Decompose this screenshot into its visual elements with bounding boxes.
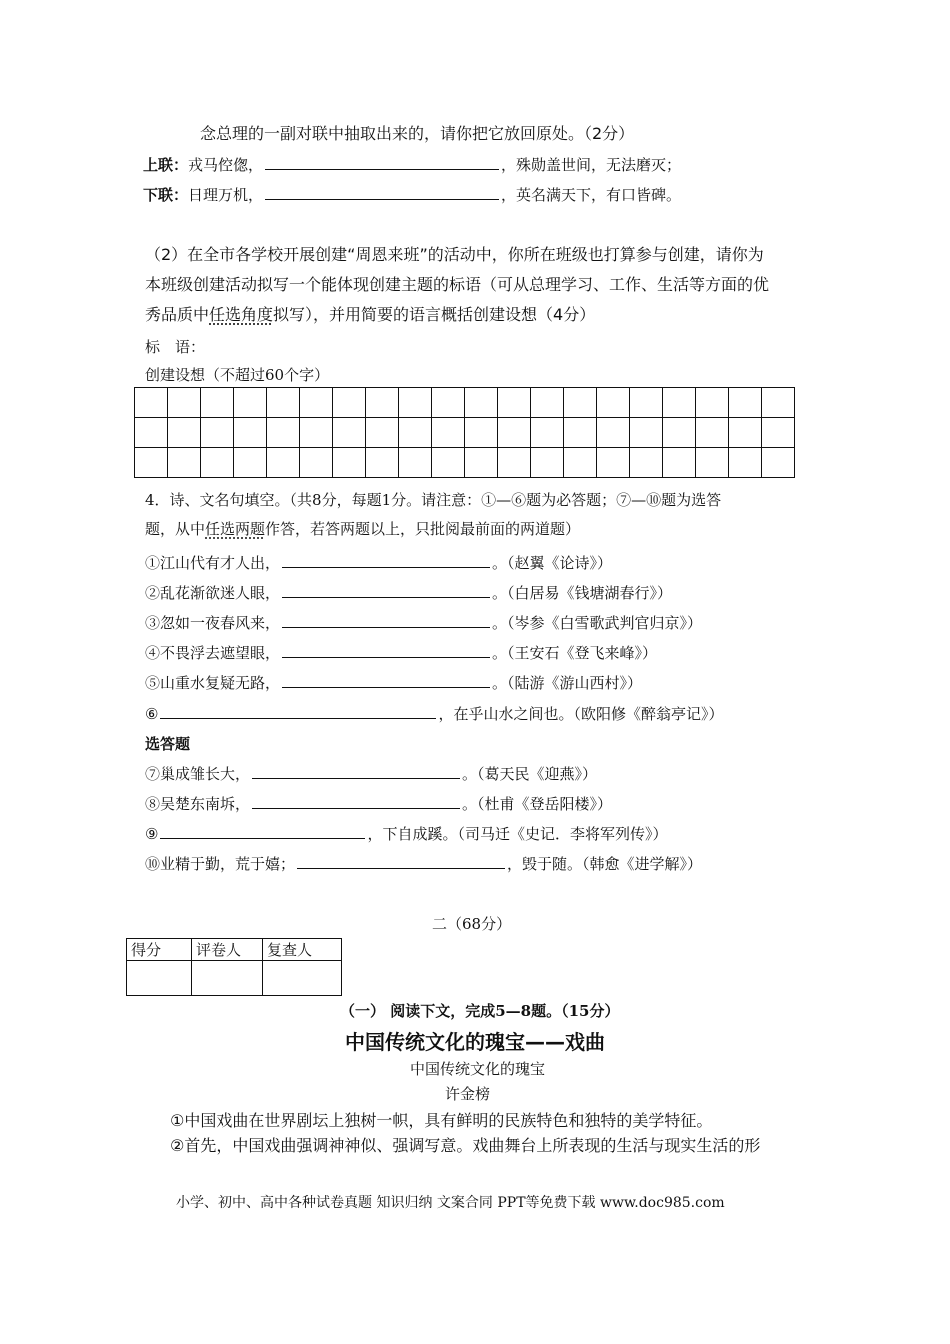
q4-item-end: 。（王安石《登飞来峰》） bbox=[492, 644, 658, 662]
q4-optional-10 bbox=[145, 852, 702, 874]
upper-end: ，殊勋盖世间，无法磨灭； bbox=[501, 156, 682, 174]
slogan-label: 标 语： bbox=[145, 338, 206, 356]
grid-row bbox=[135, 448, 795, 478]
answer-blank[interactable] bbox=[160, 702, 436, 719]
score-header-row bbox=[127, 939, 342, 961]
q3-2-line3-a: 秀品质中 bbox=[145, 305, 210, 324]
q4-item-start: ①江山代有才人出， bbox=[145, 554, 281, 572]
q4-item-start: ⑦巢成雏长大， bbox=[145, 765, 251, 783]
answer-blank[interactable] bbox=[297, 852, 505, 869]
q4-item-end: ，下自成蹊。（司马迁《史记．李将军列传》） bbox=[367, 825, 668, 843]
q4-item-end: 。（白居易《钱塘湖春行》） bbox=[492, 584, 673, 602]
grader-header: 评卷人 bbox=[192, 939, 263, 961]
q4-item-end: ，毁于随。（韩愈《进学解》） bbox=[507, 855, 703, 873]
q4-emphasis: 任选两题 bbox=[205, 520, 266, 538]
q4-item-end: 。（岑参《白雪歌武判官归京》） bbox=[492, 614, 703, 632]
q3-2-line3-b: 拟写），并用简要的语言概括创建设想（4分） bbox=[273, 305, 596, 324]
q4-item-start: ⑧吴楚东南坼， bbox=[145, 795, 251, 813]
answer-blank[interactable] bbox=[282, 641, 490, 658]
lower-end: ，英名满天下，有口皆碑。 bbox=[501, 186, 682, 204]
couplet-lower bbox=[143, 183, 681, 205]
grader-cell[interactable] bbox=[192, 961, 263, 996]
lower-start: 日理万机， bbox=[188, 186, 264, 204]
reviewer-header: 复查人 bbox=[263, 939, 342, 961]
article-title: 中国传统文化的瑰宝——戏曲 bbox=[345, 1030, 605, 1054]
answer-blank[interactable] bbox=[282, 611, 490, 628]
answer-blank[interactable] bbox=[282, 551, 490, 568]
plan-label: 创建设想（不超过60个字） bbox=[145, 366, 330, 384]
answer-blank[interactable] bbox=[282, 671, 490, 688]
couplet-upper bbox=[143, 153, 681, 175]
q4-item-start: ⑤山重水复疑无路， bbox=[145, 674, 281, 692]
upper-label: 上联： bbox=[143, 156, 189, 174]
q4-item-end: 。（杜甫《登岳阳楼》） bbox=[462, 795, 613, 813]
score-value-row bbox=[127, 961, 342, 996]
answer-blank[interactable] bbox=[252, 792, 460, 809]
grid-row bbox=[135, 418, 795, 448]
q4-optional-9 bbox=[145, 822, 667, 844]
q4-item-start: ④不畏浮去遮望眼， bbox=[145, 644, 281, 662]
q3-2-line3 bbox=[145, 302, 595, 325]
q4-item-6 bbox=[145, 702, 723, 724]
score-table bbox=[126, 938, 342, 996]
q4-item-1 bbox=[145, 551, 612, 573]
q3-2-line1: （2）在全市各学校开展创建“周恩来班”的活动中，你所在班级也打算参与创建，请你为 bbox=[145, 245, 764, 264]
q4-item-5 bbox=[145, 671, 642, 693]
lower-blank[interactable] bbox=[265, 183, 499, 200]
q4-item-4 bbox=[145, 641, 657, 663]
paragraph-2: ②首先，中国戏曲强调神神似、强调写意。戏曲舞台上所表现的生活与现实生活的形 bbox=[170, 1136, 761, 1155]
q4-item-start: ③忽如一夜春风来， bbox=[145, 614, 281, 632]
q4-item-end: ，在乎山水之间也。（欧阳修《醉翁亭记》） bbox=[438, 705, 724, 723]
answer-blank[interactable] bbox=[282, 581, 490, 598]
q4-item-2 bbox=[145, 581, 672, 603]
q4-item-start: ⑩业精于勤，荒于嬉； bbox=[145, 855, 296, 873]
q4-line2-a: 题，从中 bbox=[145, 520, 206, 538]
upper-blank[interactable] bbox=[265, 153, 499, 170]
q4-item-3 bbox=[145, 611, 702, 633]
reviewer-cell[interactable] bbox=[263, 961, 342, 996]
score-cell[interactable] bbox=[127, 961, 192, 996]
paragraph-1: ①中国戏曲在世界剧坛上独树一帜，具有鲜明的民族特色和独特的美学特征。 bbox=[170, 1111, 713, 1130]
q4-optional-8 bbox=[145, 792, 612, 814]
answer-blank[interactable] bbox=[160, 822, 365, 839]
grid-row bbox=[135, 388, 795, 418]
q4-item-start: ⑥ bbox=[145, 705, 159, 723]
q4-item-start: ②乱花渐欲迷人眼， bbox=[145, 584, 281, 602]
q4-line2-b: 作答，若答两题以上，只批阅最前面的两道题） bbox=[265, 520, 581, 538]
score-header: 得分 bbox=[127, 939, 192, 961]
q4-line2 bbox=[145, 518, 580, 539]
q3-2-emphasis: 任选角度 bbox=[209, 305, 274, 324]
lower-label: 下联： bbox=[143, 186, 189, 204]
q4-item-end: 。（赵翼《论诗》） bbox=[492, 554, 613, 572]
footer-text: 小学、初中、高中各种试卷真题 知识归纳 文案合同 PPT等免费下载 www.doc985.com bbox=[176, 1195, 725, 1211]
q4-line1: 4．诗、文名句填空。（共8分，每题1分。请注意：①—⑥题为必答题；⑦—⑩题为选答 bbox=[145, 491, 722, 509]
q4-item-start: ⑨ bbox=[145, 825, 159, 843]
optional-title: 选答题 bbox=[145, 735, 191, 753]
q3-2-line2: 本班级创建活动拟写一个能体现创建主题的标语（可从总理学习、工作、生活等方面的优 bbox=[145, 275, 770, 294]
q4-item-end: 。（陆游《游山西村》） bbox=[492, 674, 643, 692]
article-author: 许金榜 bbox=[445, 1085, 491, 1103]
reading-instruction: （一） 阅读下文，完成5—8题。（15分） bbox=[340, 1002, 620, 1020]
q4-item-end: 。（葛天民《迎燕》） bbox=[462, 765, 598, 783]
part2-title: 二（68分） bbox=[432, 915, 512, 933]
q3-intro: 念总理的一副对联中抽取出来的，请你把它放回原处。（2分） bbox=[200, 124, 635, 143]
writing-grid[interactable] bbox=[134, 387, 795, 478]
answer-blank[interactable] bbox=[252, 762, 460, 779]
upper-start: 戎马倥偬， bbox=[188, 156, 264, 174]
article-subtitle: 中国传统文化的瑰宝 bbox=[410, 1060, 546, 1078]
q4-optional-7 bbox=[145, 762, 597, 784]
